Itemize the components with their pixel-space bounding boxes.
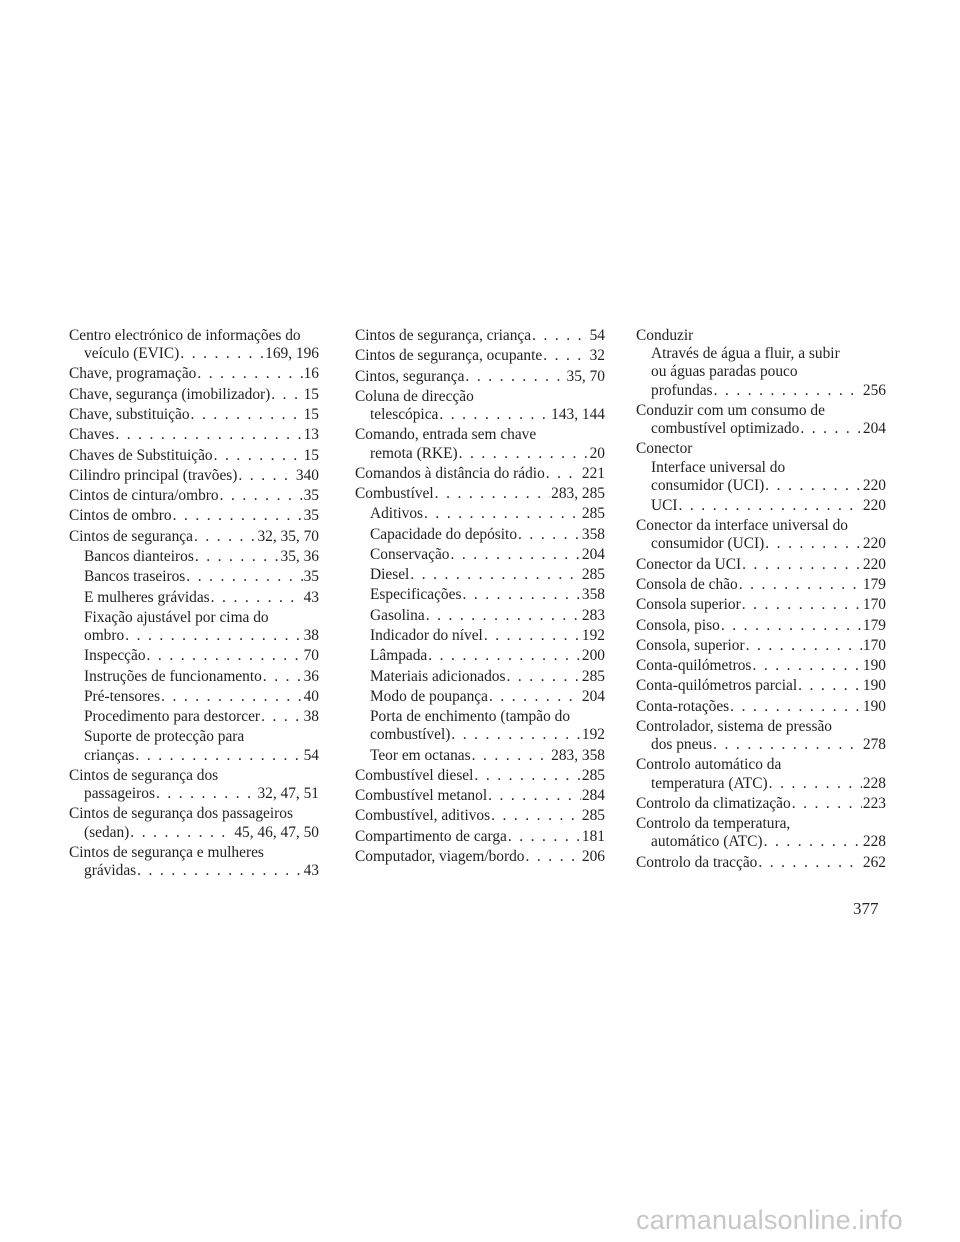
index-entry-term: Consola de chão [636,576,738,593]
index-entry-pages: 285 [581,505,605,523]
index-entry [636,459,886,477]
index-entry-pages: 283, 285 [551,485,605,503]
index-entry-term: Comando, entrada sem chave [355,426,537,444]
dot-leader [130,824,233,842]
index-entry-term: Diesel [370,566,410,584]
index-entry [636,477,886,495]
index-entry-pages: 278 [862,736,886,754]
index-entry-term: Fixação ajustável por cima do [84,608,269,626]
index-entry-pages: 200 [581,647,605,665]
index-entry [355,668,605,686]
index-entry-term: Combustível metanol [355,787,488,805]
index-entry [69,767,319,785]
index-entry-term: Coluna de direcção [355,387,474,405]
dot-leader [526,848,581,866]
index-entry-term: Cintos de segurança e mulheres [69,843,264,861]
index-entry [355,787,605,805]
index-entry-term: Pré-tensores [84,687,161,705]
index-entry [69,785,319,803]
dot-leader [451,546,581,564]
dot-leader [769,775,862,793]
index-entry-term: automático (ATC) [651,833,763,851]
index-entry-term: Bancos traseiros [84,568,186,586]
index-entry-pages: 179 [862,616,886,634]
dot-leader [439,406,550,424]
index-entry [355,708,605,726]
dot-leader [180,345,264,363]
index-entry [69,728,319,746]
dot-leader [214,447,303,465]
index-entry-term: Interface universal do [651,458,786,476]
index-entry-term: Comandos à distância do rádio [355,464,545,482]
index-entry [69,345,319,363]
index-entry-term: Consola, superior [636,636,745,654]
index-entry-pages: 43 [303,862,319,880]
dot-leader [543,347,588,365]
index-entry-pages: 228 [862,774,886,792]
dot-leader [679,497,862,515]
index-entry-pages: 192 [581,726,605,744]
dot-leader [792,795,862,813]
index-entry [355,485,605,503]
index-entry [636,420,886,438]
index-entry-term: Teor em octanas [370,746,471,764]
index-entry [355,388,605,406]
index-entry [636,815,886,833]
index-entry [355,828,605,846]
dot-leader [161,688,303,706]
index-entry-term: Indicador do nível [370,627,483,645]
index-entry-term: Modo de poupança [370,687,488,705]
index-entry [69,548,319,566]
dot-leader [764,833,862,851]
index-entry [355,848,605,866]
dot-leader [424,505,581,523]
index-entry-pages: 220 [862,535,886,553]
index-entry-pages: 223 [862,794,886,812]
index-entry-term: Chaves [69,426,115,444]
index-entry [69,528,319,546]
index-entry [69,386,319,404]
index-entry-pages: 54 [303,746,319,764]
dot-leader [798,677,862,695]
index-entry [355,767,605,785]
dot-leader [746,637,862,655]
dot-leader [156,785,256,803]
dot-leader [465,368,565,386]
index-entry-pages: 262 [862,853,886,871]
index-entry-term: Controlador, sistema de pressão [636,717,832,735]
index-entry-term: veículo (EVIC) [84,345,180,363]
index-entry-pages: 170 [862,596,886,614]
index-entry-term: Procedimento para destorcer [84,708,261,726]
dot-leader [532,327,589,345]
index-entry-pages: 32, 47, 51 [257,785,319,803]
watermark: carmanualsonline.info [636,1205,903,1235]
index-entry [69,365,319,383]
index-entry-term: Cintos de segurança, ocupante [355,347,543,365]
index-entry-term: Cintos de segurança [69,527,193,545]
index-entry-term: temperatura (ATC) [651,774,768,792]
dot-leader [742,596,862,614]
index-entry-term: Materiais adicionados [370,667,506,685]
index-entry [355,426,605,444]
index-entry-pages: 204 [581,545,605,563]
index-entry-term: Cintos de segurança dos passageiros [69,805,293,823]
index-entry [636,327,886,345]
dot-leader [147,647,303,665]
index-entry-term: Cilindro principal (travões) [69,466,238,484]
index-entry-pages: 38 [303,627,319,645]
dot-leader [220,487,303,505]
index-entry [69,627,319,645]
index-entry-term: E mulheres grávidas [84,588,210,606]
index-entry-term: Controlo da tracção [636,853,758,871]
index-entry-pages: 35, 36 [280,548,319,565]
index-entry [69,708,319,726]
dot-leader [721,617,862,635]
index-entry-term: consumidor (UCI) [651,476,765,494]
index-entry-term: Especificações [370,586,462,604]
dot-leader [488,787,581,805]
index-entry-pages: 358 [581,586,605,604]
index-entry-pages: 70 [303,647,319,665]
dot-leader [506,668,580,686]
index-entry-term: combustível) [370,726,451,744]
index-entry-term: Conector [636,440,693,458]
index-entry-term: dos pneus [651,736,713,754]
index-entry-pages: 32 [589,347,605,365]
index-entry-term: Conector da interface universal do [636,517,848,535]
index-entry-term: remota (RKE) [370,444,458,462]
index-entry-pages: 36 [303,667,319,685]
index-entry [636,756,886,774]
index-entry [69,327,319,345]
index-entry [636,698,886,716]
index-entry [69,647,319,665]
index-entry-pages: 285 [581,807,605,825]
dot-leader [197,365,302,383]
index-entry-term: combustível optimizado [651,420,800,438]
dot-leader [115,426,302,444]
dot-leader [546,465,581,483]
index-entry-pages: 45, 46, 47, 50 [234,823,319,841]
index-entry-pages: 228 [862,833,886,851]
index-entry [69,688,319,706]
index-entry [355,347,605,365]
index-entry-pages: 190 [862,657,886,675]
index-entry-pages: 221 [581,464,605,482]
index-entry-term: crianças [84,746,135,764]
index-entry-term: Combustível [355,485,434,503]
index-entry-term: Controlo da climatização [636,794,791,812]
index-entry [69,609,319,627]
dot-leader [173,507,303,525]
index-entry-pages: 190 [862,677,886,695]
dot-leader [491,807,581,825]
index-entry [355,368,605,386]
index-entry [355,566,605,584]
index-entry-pages: 20 [589,444,605,462]
index-entry [355,726,605,744]
index-entry-pages: 35 [303,487,319,505]
index-entry-term: Cintos de ombro [69,507,172,525]
index-entry-pages: 13 [303,426,319,444]
dot-leader [211,589,303,607]
index-entry [636,382,886,400]
index-entry-term: Suporte de protecção para [84,728,245,746]
index-entry [69,668,319,686]
dot-leader [758,854,862,872]
index-entry-pages: 35, 70 [566,367,605,385]
dot-leader [800,420,862,438]
index-entry [69,862,319,880]
index-entry [69,589,319,607]
index-entry [69,844,319,862]
index-entry [636,736,886,754]
index-entry-term: Lâmpada [370,647,428,665]
index-entry-term: Chave, programação [69,365,197,383]
index-entry-term: Computador, viagem/bordo [355,848,525,866]
index-entry-pages: 192 [581,627,605,645]
index-entry-term: Combustível diesel [355,766,474,784]
index-entry-term: Conservação [370,545,450,563]
index-entry [355,526,605,544]
index-entry [636,677,886,695]
index-entry [636,576,886,594]
dot-leader [714,382,862,400]
index-entry [355,327,605,345]
index-entry-term: Consola, piso [636,616,720,634]
index-entry-pages: 143, 144 [551,406,605,424]
dot-leader [489,688,581,706]
index-entry [636,402,886,420]
index-column-3 [636,327,886,872]
index-entry-pages: 40 [303,687,319,705]
dot-leader [484,627,581,645]
index-entry-term: Cintos de segurança dos [69,766,219,784]
index-entry-pages: 170 [862,636,886,654]
dot-leader [125,627,302,645]
index-entry [355,688,605,706]
index-entry [636,556,886,574]
index-entry-pages: 35 [303,568,319,586]
index-entry [355,465,605,483]
index-entry-pages: 285 [581,667,605,685]
index-entry [355,747,605,765]
index-entry-term: Chave, segurança (imobilizador) [69,385,271,403]
index-entry-term: passageiros [84,785,155,803]
index-entry [355,445,605,463]
index-entry-term: Capacidade do depósito [370,525,518,543]
index-entry-term: Chave, substituição [69,406,190,424]
index-entry-pages: 190 [862,697,886,715]
dot-leader [410,566,581,584]
index-entry [69,805,319,823]
index-entry-term: Controlo automático da [636,756,782,774]
index-entry [355,406,605,424]
dot-leader [191,406,303,424]
index-entry-pages: 179 [862,576,886,593]
index-entry-term: Aditivos [370,505,424,523]
page-number: 377 [853,899,879,918]
index-entry [636,657,886,675]
index-entry-term: Conduzir [636,327,694,344]
index-entry-pages: 220 [862,476,886,494]
index-entry-term: grávidas [84,862,137,880]
dot-leader [186,568,302,586]
index-entry [355,647,605,665]
index-entry [636,775,886,793]
dot-leader [194,528,256,546]
index-entry-pages: 15 [303,406,319,424]
index-entry-term: Compartimento de carga [355,827,507,845]
dot-leader [508,828,581,846]
index-column-1 [69,327,319,880]
dot-leader [137,862,302,880]
index-entry-term: Consola superior [636,596,741,614]
index-entry [636,795,886,813]
index-entry [69,487,319,505]
index-entry-term: Conduzir com um consumo de [636,401,825,419]
index-entry-term: Instruções de funcionamento [84,667,262,685]
index-entry-pages: 220 [862,555,886,573]
index-entry-term: Conta-rotações [636,697,730,715]
index-entry [69,426,319,444]
index-entry-pages: 206 [581,848,605,866]
index-entry-pages: 16 [303,365,319,383]
dot-leader [451,726,581,744]
index-entry-pages: 204 [862,420,886,438]
index-entry [355,546,605,564]
index-entry-pages: 285 [581,566,605,584]
index-entry-term: Cintos de cintura/ombro [69,487,219,505]
dot-leader [742,556,862,574]
index-entry [636,617,886,635]
index-entry [636,497,886,515]
index-entry-pages: 169, 196 [265,345,319,363]
index-entry-term: consumidor (UCI) [651,535,765,553]
index-entry [636,854,886,872]
dot-leader [518,526,581,544]
index-entry-term: UCI [651,496,678,514]
index-entry-term: Porta de enchimento (tampão do [370,708,571,726]
index-entry-pages: 32, 35, 70 [257,527,319,545]
index-entry [636,833,886,851]
index-entry-term: Conta-quilómetros [636,657,752,675]
index-entry-term: Cintos, segurança [355,367,465,385]
dot-leader [263,668,303,686]
index-entry-pages: 284 [581,787,605,805]
index-entry [636,345,886,363]
index-entry-term: ombro [84,627,125,645]
dot-leader [261,708,303,726]
index-entry-term: Bancos dianteiros [84,548,194,565]
index-entry [355,627,605,645]
index-entry [69,467,319,485]
index-entry-term: Inspecção [84,647,146,665]
index-entry [69,747,319,765]
index-entry [69,507,319,525]
dot-leader [472,747,551,765]
index-entry-term: Combustível, aditivos [355,807,491,825]
index-entry-pages: 54 [589,327,605,344]
index-entry [69,568,319,586]
dot-leader [459,445,589,463]
index-entry-pages: 285 [581,766,605,784]
index-entry [355,586,605,604]
dot-leader [474,767,580,785]
index-entry-pages: 15 [303,446,319,464]
index-entry [636,440,886,458]
dot-leader [752,657,861,675]
index-entry-pages: 220 [862,496,886,514]
dot-leader [135,747,302,765]
dot-leader [462,586,580,604]
index-entry-pages: 204 [581,687,605,705]
index-entry [69,824,319,842]
dot-leader [765,477,862,495]
index-entry [355,807,605,825]
index-entry-term: Conector da UCI [636,555,742,573]
index-entry-pages: 358 [581,525,605,543]
dot-leader [739,576,862,594]
index-entry [636,637,886,655]
index-entry-term: Chaves de Substituição [69,446,213,464]
index-entry-pages: 15 [303,385,319,403]
index-entry-pages: 283 [581,606,605,624]
index-entry [69,447,319,465]
dot-leader [713,736,862,754]
dot-leader [238,467,295,485]
index-entry [636,596,886,614]
index-entry [636,517,886,535]
index-entry-pages: 181 [581,827,605,845]
index-entry-pages: 35 [303,507,319,525]
dot-leader [195,548,280,566]
index-entry-term: Cintos de segurança, criança [355,327,532,344]
index-entry-term: telescópica [370,406,439,424]
index-entry [636,535,886,553]
dot-leader [765,535,862,553]
index-entry-term: Conta-quilómetros parcial [636,677,798,695]
index-column-2 [355,327,605,866]
index-entry [355,607,605,625]
index-entry-term: Gasolina [370,606,425,624]
index-entry-pages: 256 [862,381,886,399]
index-entry-pages: 43 [303,588,319,606]
dot-leader [271,386,302,404]
index-entry-term: Através de água a fluir, a subir [651,345,840,363]
index-entry-term: Centro electrónico de informações do [69,327,301,344]
index-entry [636,718,886,736]
index-entry-term: ou águas paradas pouco [651,363,798,381]
dot-leader [428,647,581,665]
dot-leader [426,607,581,625]
dot-leader [435,485,550,503]
index-entry [636,363,886,381]
index-entry [69,406,319,424]
index-entry-term: (sedan) [84,823,130,841]
index-entry-term: profundas [651,381,713,399]
index-entry-term: Controlo da temperatura, [636,815,791,833]
dot-leader [730,698,862,716]
index-entry-pages: 340 [295,466,319,484]
index-entry-pages: 283, 358 [551,746,605,764]
index-entry-pages: 38 [303,708,319,726]
index-entry [355,505,605,523]
